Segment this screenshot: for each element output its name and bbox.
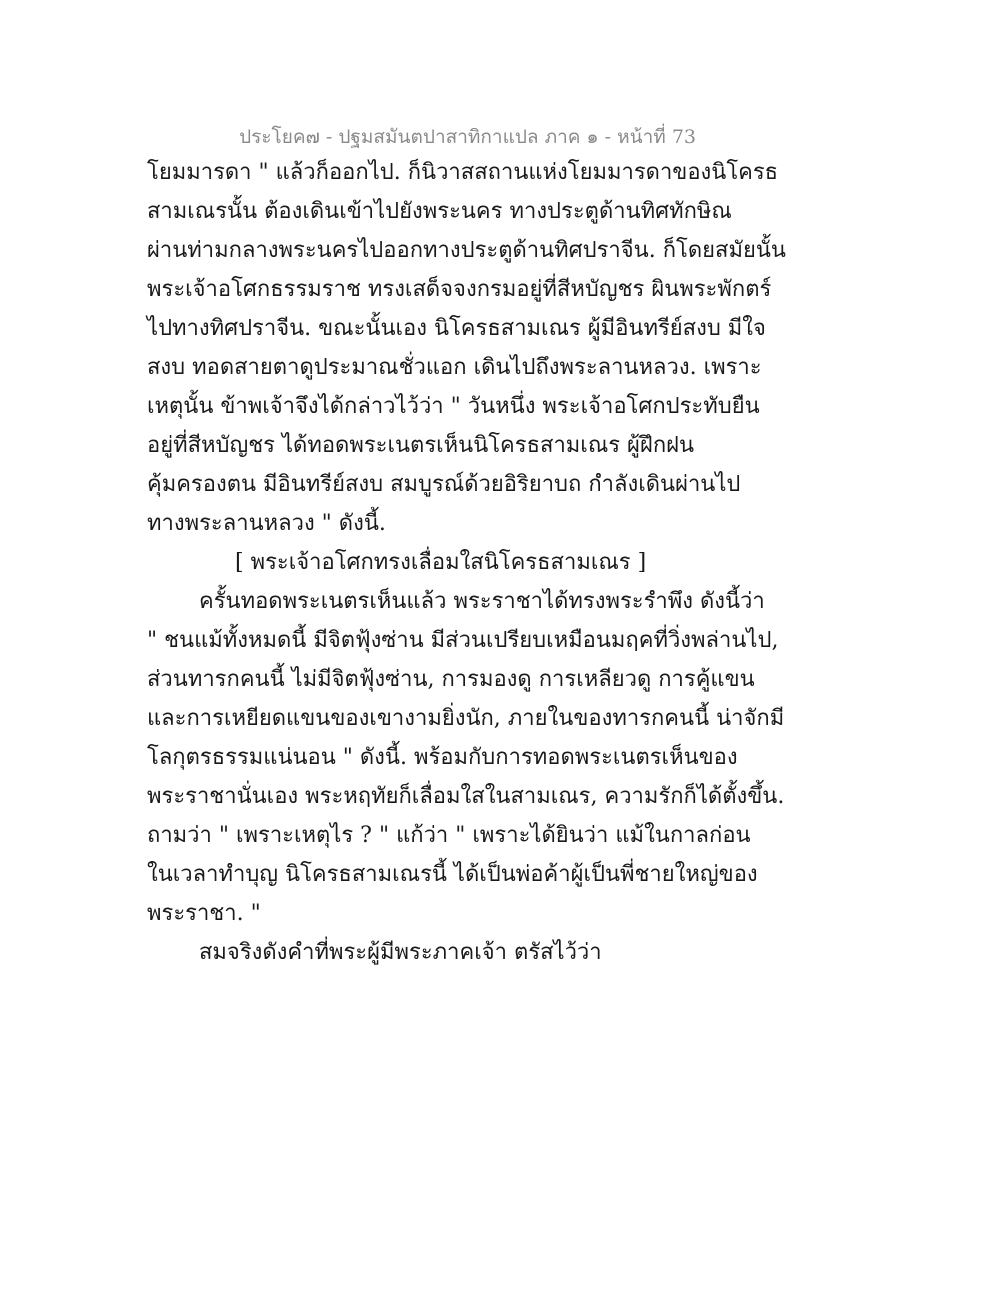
running-header: ประโยค๗ - ปฐมสมันตปาสาทิกาแปล ภาค ๑ - หน้าที่ 73 xyxy=(239,126,696,148)
text-line: ในเวลาทำบุญ นิโครธสามเณรนี้ ได้เป็นพ่อค้าผู้เป็นพี่ชายใหญ่ของ xyxy=(147,862,758,887)
text-line: คุ้มครองตน มีอินทรีย์สงบ สมบูรณ์ด้วยอิริยาบถ กำลังเดินผ่านไป xyxy=(147,472,741,497)
text-line: สามเณรนั้น ต้องเดินเข้าไปยังพระนคร ทางประตูด้านทิศทักษิณ xyxy=(147,199,732,224)
text-line: " ชนแม้ทั้งหมดนี้ มีจิตฟุ้งซ่าน มีส่วนเปรียบเหมือนมฤคที่วิ่งพล่านไป, xyxy=(147,628,779,653)
text-line: เหตุนั้น ข้าพเจ้าจึงได้กล่าวไว้ว่า " วันหนึ่ง พระเจ้าอโศกประทับยืน xyxy=(147,394,760,419)
text-line: และการเหยียดแขนของเขางามยิ่งนัก, ภายในของทารกคนนี้ น่าจักมี xyxy=(147,706,785,731)
text-line: ถามว่า " เพราะเหตุไร ? " แก้ว่า " เพราะได้ยินว่า แม้ในกาลก่อน xyxy=(147,823,751,848)
text-line: อยู่ที่สีหบัญชร ได้ทอดพระเนตรเห็นนิโครธสามเณร ผู้ฝึกฝน xyxy=(147,433,695,458)
text-line: พระราชา. " xyxy=(147,901,261,926)
text-line: สงบ ทอดสายตาดูประมาณชั่วแอก เดินไปถึงพระลานหลวง. เพราะ xyxy=(147,355,762,380)
text-line: โลกุตรธรรมแน่นอน " ดังนี้. พร้อมกับการทอดพระเนตรเห็นของ xyxy=(147,745,738,770)
body-text xyxy=(147,153,786,972)
text-line: ไปทางทิศปราจีน. ขณะนั้นเอง นิโครธสามเณร ผู้มีอินทรีย์สงบ มีใจ xyxy=(147,316,766,341)
text-line: พระเจ้าอโศกธรรมราช ทรงเสด็จจงกรมอยู่ที่สีหบัญชร ผินพระพักตร์ xyxy=(147,277,772,302)
text-line: ผ่านท่ามกลางพระนครไปออกทางประตูด้านทิศปราจีน. ก็โดยสมัยนั้น xyxy=(147,238,786,263)
text-line: ส่วนทารกคนนี้ ไม่มีจิตฟุ้งซ่าน, การมองดู การเหลียวดู การคู้แขน xyxy=(147,667,755,692)
text-line: โยมมารดา " แล้วก็ออกไป. ก็นิวาสสถานแห่งโยมมารดาของนิโครธ xyxy=(147,160,779,185)
text-line: พระราชานั่นเอง พระหฤทัยก็เลื่อมใสในสามเณร, ความรักก็ได้ตั้งขึ้น. xyxy=(147,784,785,809)
paragraph-start-line: ครั้นทอดพระเนตรเห็นแล้ว พระราชาได้ทรงพระรำพึง ดังนี้ว่า xyxy=(199,589,765,614)
text-line: ทางพระลานหลวง " ดังนี้. xyxy=(147,511,386,536)
section-heading: [ พระเจ้าอโศกทรงเลื่อมใสนิโครธสามเณร ] xyxy=(235,550,647,575)
paragraph-start-line: สมจริงดังคำที่พระผู้มีพระภาคเจ้า ตรัสไว้ว่า xyxy=(199,940,602,965)
